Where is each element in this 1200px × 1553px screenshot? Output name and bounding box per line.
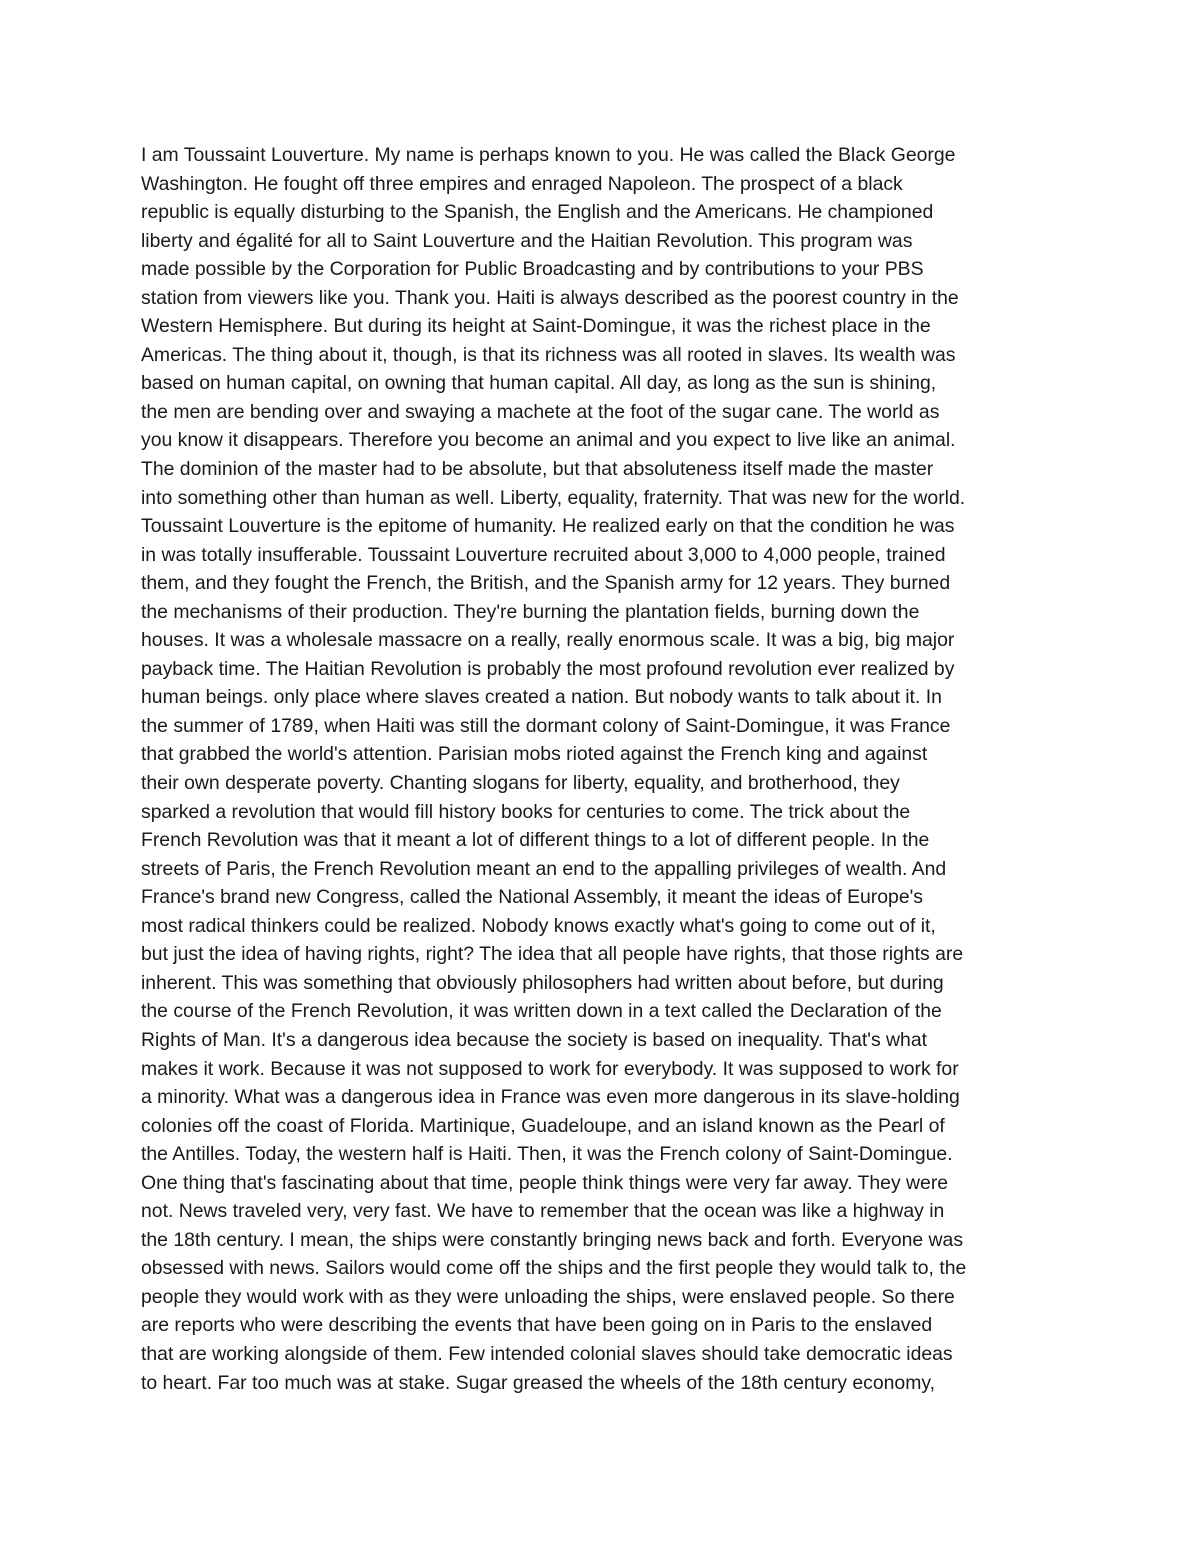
text-line: the 18th century. I mean, the ships were constantly bringing news back and forth. Everyone was (141, 1228, 964, 1251)
text-line: people they would work with as they were unloading the ships, were enslaved people. So there (141, 1285, 955, 1308)
text-line: Americas. The thing about it, though, is that its richness was all rooted in slaves. Its wealth was (141, 343, 956, 366)
text-line: human beings. only place where slaves created a nation. But nobody wants to talk about it. In (141, 686, 942, 709)
text-line: based on human capital, on owning that human capital. All day, as long as the sun is shining, (141, 372, 937, 395)
text-line: makes it work. Because it was not supposed to work for everybody. It was supposed to work for (141, 1057, 959, 1080)
text-line: the mechanisms of their production. They're burning the plantation fields, burning down the (141, 600, 920, 623)
text-line: I am Toussaint Louverture. My name is perhaps known to you. He was called the Black George (141, 144, 956, 166)
text-line: in was totally insufferable. Toussaint Louverture recruited about 3,000 to 4,000 people, trained (141, 543, 946, 566)
text-line: a minority. What was a dangerous idea in France was even more dangerous in its slave-holding (141, 1086, 960, 1109)
text-line: not. News traveled very, very fast. We have to remember that the ocean was like a highway in (141, 1200, 945, 1223)
text-line: obsessed with news. Sailors would come off the ships and the first people they would talk to, the (141, 1257, 967, 1280)
text-line: French Revolution was that it meant a lot of different things to a lot of different people. In the (141, 829, 930, 852)
text-line: the men are bending over and swaying a machete at the foot of the sugar cane. The world as (141, 400, 940, 423)
text-line: inherent. This was something that obviously philosophers had written about before, but during (141, 971, 944, 994)
text-line: but just the idea of having rights, right? The idea that all people have rights, that those rights are (141, 943, 964, 966)
text-line: that grabbed the world's attention. Parisian mobs rioted against the French king and against (141, 743, 928, 766)
text-line: sparked a revolution that would fill history books for centuries to come. The trick about the (141, 800, 911, 823)
text-line: are reports who were describing the events that have been going on in Paris to the enslaved (141, 1314, 933, 1337)
text-line: Washington. He fought off three empires and enraged Napoleon. The prospect of a black (141, 172, 903, 195)
text-line: the summer of 1789, when Haiti was still the dormant colony of Saint-Domingue, it was France (141, 714, 951, 737)
text-line: Toussaint Louverture is the epitome of humanity. He realized early on that the condition he was (141, 515, 955, 538)
text-line: made possible by the Corporation for Public Broadcasting and by contributions to your PBS (141, 258, 924, 281)
text-line: to heart. Far too much was at stake. Sugar greased the wheels of the 18th century economy, (141, 1371, 936, 1394)
text-line: them, and they fought the French, the British, and the Spanish army for 12 years. They burned (141, 572, 951, 595)
text-line: Rights of Man. It's a dangerous idea because the society is based on inequality. That's what (141, 1028, 928, 1051)
text-line: station from viewers like you. Thank you. Haiti is always described as the poorest country in the (141, 286, 959, 309)
text-line: the Antilles. Today, the western half is Haiti. Then, it was the French colony of Saint-Domingue. (141, 1143, 953, 1166)
text-line: The dominion of the master had to be absolute, but that absoluteness itself made the master (141, 458, 934, 481)
transcript-body (141, 141, 1081, 1397)
text-line: One thing that's fascinating about that time, people think things were very far away. They were (141, 1171, 949, 1194)
text-line: payback time. The Haitian Revolution is probably the most profound revolution ever realized by (141, 657, 955, 680)
text-line: into something other than human as well. Liberty, equality, fraternity. That was new for the world. (141, 486, 966, 509)
text-line: their own desperate poverty. Chanting slogans for liberty, equality, and brotherhood, they (141, 772, 900, 795)
text-line: most radical thinkers could be realized. Nobody knows exactly what's going to come out of it, (141, 914, 936, 937)
text-line: houses. It was a wholesale massacre on a really, really enormous scale. It was a big, big major (141, 629, 955, 652)
text-line: colonies off the coast of Florida. Martinique, Guadeloupe, and an island known as the Pearl of (141, 1114, 945, 1137)
text-line: republic is equally disturbing to the Spanish, the English and the Americans. He championed (141, 201, 934, 224)
text-line: that are working alongside of them. Few intended colonial slaves should take democratic ideas (141, 1342, 953, 1365)
text-line: the course of the French Revolution, it was written down in a text called the Declaration of the (141, 1000, 942, 1023)
text-line: liberty and égalité for all to Saint Louverture and the Haitian Revolution. This program was (141, 229, 913, 252)
text-line: France's brand new Congress, called the National Assembly, it meant the ideas of Europe's (141, 886, 924, 909)
text-line: streets of Paris, the French Revolution meant an end to the appalling privileges of wealth. And (141, 857, 947, 880)
text-line: Western Hemisphere. But during its height at Saint-Domingue, it was the richest place in the (141, 315, 931, 338)
text-line: you know it disappears. Therefore you become an animal and you expect to live like an animal. (141, 429, 956, 452)
